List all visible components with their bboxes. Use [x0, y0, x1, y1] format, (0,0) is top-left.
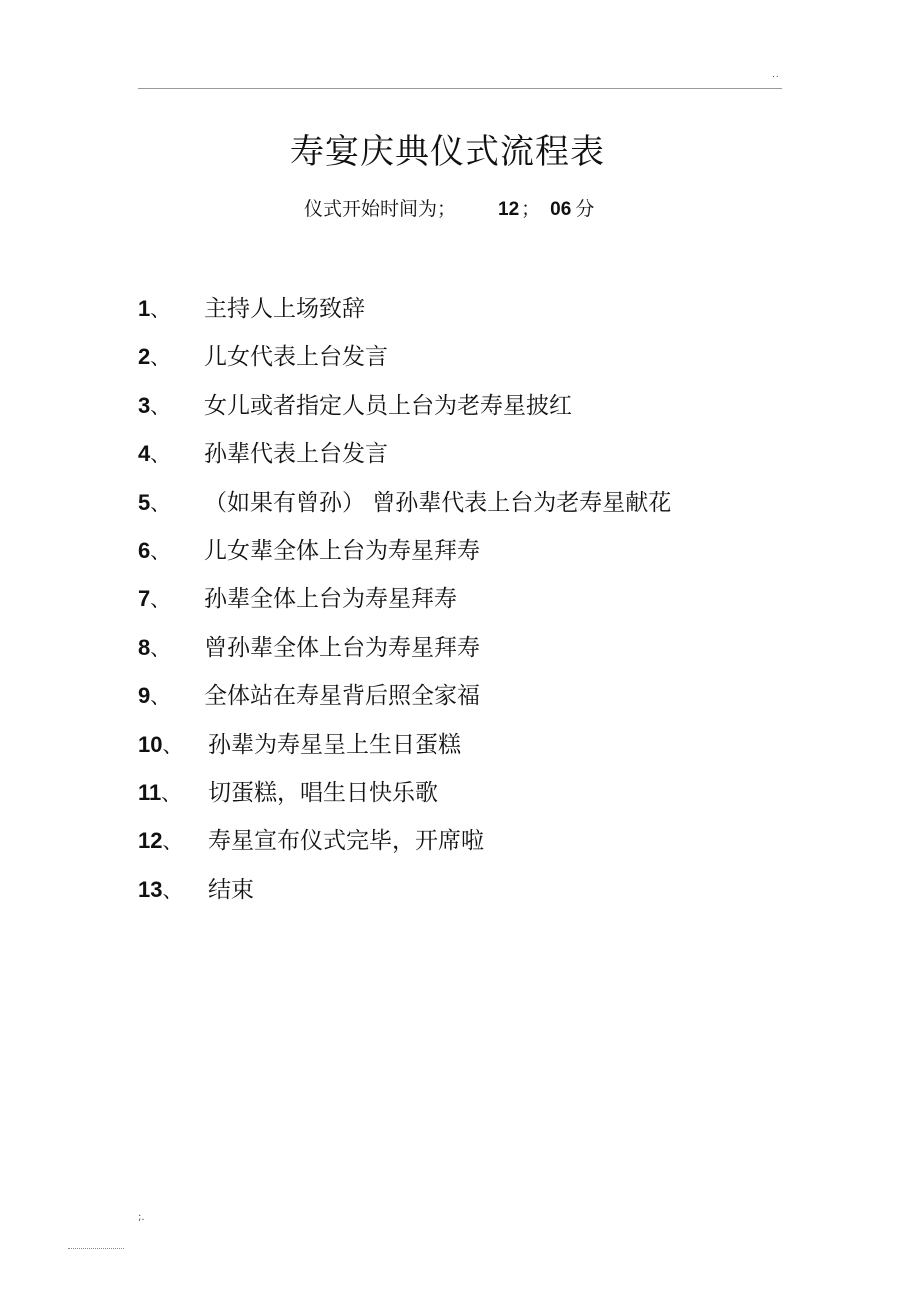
step-number: 10 — [138, 731, 163, 757]
step-number: 4 — [138, 441, 151, 467]
step-number-group — [138, 527, 204, 575]
step-number: 3 — [138, 392, 151, 418]
step-number: 2 — [138, 344, 151, 370]
step-text: 孙辈全体上台为寿星拜寿 — [204, 586, 457, 613]
step-number-group — [138, 817, 208, 865]
step-text: 儿女辈全体上台为寿星拜寿 — [204, 537, 480, 564]
step-number-mark: 、 — [150, 442, 171, 467]
ceremony-step — [138, 575, 671, 623]
ceremony-step — [138, 817, 671, 865]
step-number: 7 — [138, 586, 151, 612]
footer-mark: ;. — [138, 1212, 145, 1223]
start-time-hour: 12 — [498, 199, 520, 220]
step-number: 11 — [138, 779, 162, 805]
step-number-mark: 、 — [162, 877, 183, 902]
start-time-line — [304, 195, 594, 223]
step-number-group — [138, 866, 208, 914]
step-number-group — [138, 382, 204, 430]
step-number-mark: 、 — [150, 297, 171, 321]
step-number-group — [138, 333, 204, 381]
ceremony-step — [138, 721, 671, 769]
step-text: 孙辈为寿星呈上生日蛋糕 — [208, 731, 461, 758]
step-text: （如果有曾孙） 曾孙辈代表上台为老寿星献花 — [204, 489, 672, 516]
step-text: 寿星宣布仪式完毕，开席啦 — [208, 828, 484, 855]
step-number-group — [138, 430, 204, 478]
step-text: 主持人上场致辞 — [204, 296, 365, 322]
start-time-minute: 06 — [550, 199, 572, 220]
step-number-group — [138, 285, 204, 333]
step-number-mark: 、 — [150, 538, 171, 563]
step-number-mark: 、 — [150, 490, 171, 515]
ceremony-step — [138, 430, 671, 478]
step-number-mark: 、 — [150, 684, 171, 709]
step-text: 全体站在寿星背后照全家福 — [204, 683, 480, 710]
ceremony-step — [138, 624, 671, 672]
ceremony-step — [138, 285, 671, 333]
step-number-mark: 、 — [162, 732, 183, 757]
step-number: 8 — [138, 634, 151, 660]
step-text: 孙辈代表上台发言 — [204, 441, 388, 468]
ceremony-step — [138, 479, 671, 527]
ceremony-steps-list — [138, 285, 671, 914]
start-time-separator: ； — [521, 198, 541, 220]
step-number-mark: 、 — [150, 345, 171, 370]
step-number: 5 — [138, 489, 151, 515]
step-number-mark: 、 — [150, 393, 171, 418]
footer-rule — [68, 1248, 124, 1249]
step-number-group — [138, 479, 204, 527]
step-number-group — [138, 624, 204, 672]
step-text: 切蛋糕，唱生日快乐歌 — [208, 779, 438, 806]
start-time-unit: 分 — [575, 198, 595, 220]
step-number-mark: 、 — [162, 829, 183, 854]
header-mark: .. — [772, 70, 780, 80]
ceremony-step — [138, 769, 671, 817]
ceremony-step — [138, 333, 671, 381]
step-number-mark: 、 — [150, 587, 171, 612]
step-number: 12 — [138, 828, 163, 854]
document-title: 寿宴庆典仪式流程表 — [290, 132, 605, 172]
step-text: 曾孙辈全体上台为寿星拜寿 — [204, 634, 480, 661]
ceremony-step — [138, 672, 671, 720]
start-time-label: 仪式开始时间为； — [304, 198, 457, 220]
step-text: 女儿或者指定人员上台为老寿星披红 — [204, 392, 572, 419]
step-text: 结束 — [208, 876, 254, 903]
ceremony-step — [138, 866, 671, 914]
step-number-mark: 、 — [150, 635, 171, 660]
header-rule — [138, 88, 782, 89]
step-number: 1 — [138, 296, 151, 321]
ceremony-step — [138, 527, 671, 575]
step-number-group — [138, 769, 208, 817]
step-number-group — [138, 672, 204, 720]
step-text: 儿女代表上台发言 — [204, 344, 388, 371]
step-number: 9 — [138, 683, 151, 709]
step-number: 13 — [138, 876, 163, 902]
step-number-group — [138, 721, 208, 769]
step-number-mark: 、 — [161, 780, 182, 805]
step-number: 6 — [138, 537, 151, 563]
step-number-group — [138, 575, 204, 623]
ceremony-step — [138, 382, 671, 430]
